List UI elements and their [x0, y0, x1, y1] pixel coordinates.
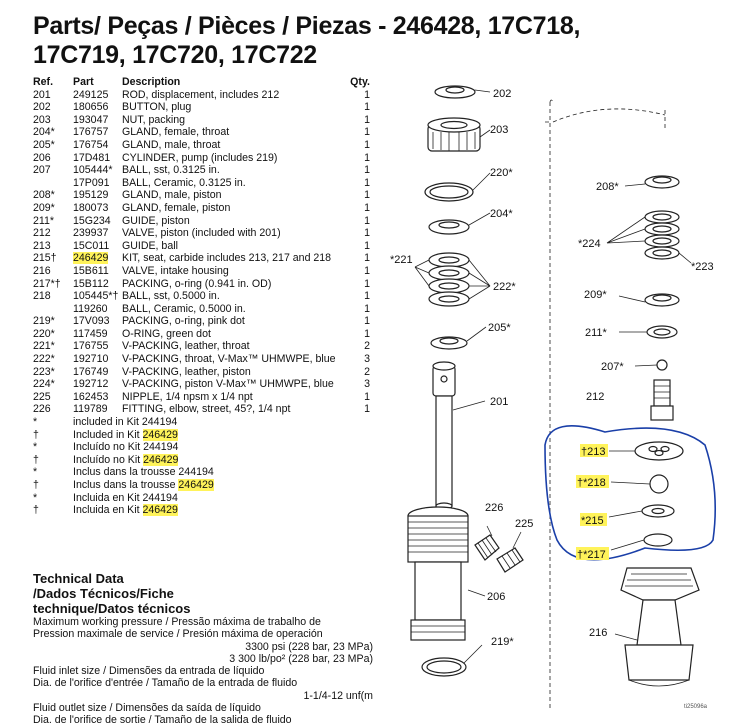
- note-label: Included in Kit: [73, 428, 143, 441]
- note-label: Incluído no Kit 244194: [73, 441, 179, 454]
- row-ref: 225: [33, 390, 51, 403]
- row-description: KIT, seat, carbide includes 213, 217 and 218: [122, 252, 332, 265]
- row-qty: 2: [364, 365, 370, 378]
- header-description: Description: [122, 76, 181, 88]
- label-207: 207*: [601, 361, 624, 373]
- part-201-rod: [433, 362, 455, 509]
- table-row: [33, 303, 373, 316]
- row-ref: [33, 177, 73, 190]
- row-ref: [33, 303, 73, 316]
- row-qty: 1: [364, 264, 370, 277]
- tech-heading-2: /Dados Técnicos/Fiche: [33, 586, 174, 601]
- parts-table: [33, 76, 373, 517]
- table-row: [33, 215, 373, 228]
- row-qty: 1: [364, 302, 370, 315]
- row-ref: 201: [33, 88, 51, 101]
- note-symbol: †: [33, 428, 39, 441]
- part-211-guide: [647, 326, 677, 338]
- table-header: [33, 76, 373, 89]
- row-qty: 1: [364, 390, 370, 403]
- kit-note: [33, 416, 373, 429]
- row-qty: 1: [364, 176, 370, 189]
- row-qty: 1: [364, 201, 370, 214]
- part-225-nipple: [497, 548, 523, 572]
- kit-note: [33, 454, 373, 467]
- part-218-ball: [650, 475, 668, 493]
- row-qty: 1: [364, 138, 370, 151]
- leader-219: [464, 645, 482, 663]
- label-225: 225: [515, 518, 534, 530]
- row-part: 176749: [73, 365, 109, 378]
- highlighted-kit-number: 246429: [178, 479, 214, 491]
- row-description: BALL, sst, 0.5000 in.: [122, 290, 220, 303]
- row-ref: 203: [33, 113, 51, 126]
- note-text: [73, 466, 214, 479]
- technical-data: [33, 571, 373, 727]
- part-209-gland: [645, 294, 679, 306]
- part-224-223-piston-packing: [645, 211, 679, 259]
- table-row: [33, 101, 373, 114]
- row-part: 119260: [73, 302, 108, 315]
- row-part: 176755: [73, 340, 109, 353]
- tech-line: Dia. de l'orifice de sortie / Tamaño de la salida de fluido: [33, 714, 292, 727]
- row-ref: 218: [33, 290, 51, 303]
- label-224: *224: [578, 238, 601, 250]
- label-220: 220*: [490, 167, 513, 179]
- table-row: [33, 391, 373, 404]
- label-208: 208*: [596, 181, 619, 193]
- leader-224: [607, 217, 645, 243]
- left-column-outline: [550, 100, 553, 710]
- leader-216: [615, 634, 637, 640]
- note-text: [73, 429, 178, 442]
- note-symbol: †: [33, 504, 39, 517]
- tech-value: 3 300 lb/po² (228 bar, 23 MPa): [229, 652, 373, 665]
- label-215: *215: [581, 515, 604, 527]
- figure-ref: ti25096a: [684, 704, 708, 710]
- tech-line: Fluid outlet size / Dimensões da saída de líquido: [33, 702, 261, 715]
- row-description: ROD, displacement, includes 212: [122, 88, 280, 101]
- row-description: GLAND, female, throat: [122, 126, 230, 139]
- row-ref: 211*: [33, 214, 55, 227]
- note-text: [73, 416, 177, 429]
- leader-201: [453, 401, 485, 410]
- leader-203: [480, 130, 490, 137]
- header-part: Part: [73, 76, 94, 88]
- row-description: NIPPLE, 1/4 npsm x 1/4 npt: [122, 390, 253, 403]
- row-part: 105444*: [73, 164, 113, 177]
- row-part: 15B112: [73, 277, 109, 290]
- row-description: NUT, packing: [122, 113, 185, 126]
- label-201: 201: [490, 396, 509, 408]
- part-212-valve: [651, 380, 673, 420]
- label-209: 209*: [584, 289, 607, 301]
- part-206-cylinder: [408, 507, 468, 640]
- row-part: 192710: [73, 353, 109, 366]
- row-part: 239937: [73, 227, 109, 240]
- row-description: V-PACKING, throat, V-Max™ UHMWPE, blue: [122, 353, 336, 366]
- table-row: [33, 152, 373, 165]
- row-part: 15C011: [73, 239, 110, 252]
- row-description: FITTING, elbow, street, 45?, 1/4 npt: [122, 403, 291, 416]
- note-label: Inclus dans la trousse: [73, 479, 179, 491]
- kit-note: [33, 441, 373, 454]
- note-label: Incluído no Kit: [73, 453, 144, 466]
- kit-highlight-circle: [545, 426, 715, 560]
- row-part: 17V093: [73, 315, 110, 328]
- highlighted-kit-number: 246429: [142, 504, 178, 517]
- note-text: [73, 492, 178, 505]
- row-qty: 1: [364, 164, 370, 177]
- row-description: GLAND, female, piston: [122, 201, 231, 214]
- leader-217: [611, 540, 644, 550]
- row-description: BALL, sst, 0.3125 in.: [122, 164, 220, 177]
- row-part: 193047: [73, 113, 109, 126]
- row-description: V-PACKING, leather, throat: [122, 340, 250, 353]
- note-label: Incluida en Kit: [73, 504, 143, 517]
- note-label: included in Kit 244194: [73, 416, 178, 429]
- note-label: Inclus dans la trousse 244194: [73, 466, 214, 479]
- row-part: 15B611: [73, 264, 109, 277]
- row-ref: 222*: [33, 353, 55, 366]
- row-description: VALVE, piston (included with 201): [122, 227, 281, 240]
- part-215-seat: [642, 505, 674, 517]
- row-ref: 219*: [33, 315, 55, 328]
- leader-226: [487, 526, 492, 536]
- row-qty: 2: [364, 340, 370, 353]
- note-label: Incluida en Kit 244194: [73, 491, 178, 504]
- leader-225: [513, 532, 521, 548]
- row-description: BUTTON, plug: [122, 101, 192, 114]
- label-217: †*217: [577, 549, 606, 561]
- note-symbol: *: [33, 466, 38, 479]
- row-part: 180073: [73, 201, 109, 214]
- row-description: V-PACKING, leather, piston: [122, 365, 251, 378]
- exploded-parts-diagram: [375, 70, 732, 717]
- table-row: [33, 164, 373, 177]
- row-qty: 1: [364, 126, 370, 139]
- table-row: [33, 353, 373, 366]
- row-qty: 1: [364, 151, 370, 164]
- row-ref: 226: [33, 403, 51, 416]
- table-row: [33, 252, 373, 265]
- row-ref: 213: [33, 239, 51, 252]
- part-221-222-throat-packing: [429, 253, 469, 306]
- row-qty: 1: [364, 88, 370, 101]
- label-206: 206: [487, 591, 506, 603]
- label-212: 212: [586, 391, 605, 403]
- tech-line: Pression maximale de service / Presión máxima de operación: [33, 628, 323, 641]
- row-description: PACKING, o-ring, pink dot: [122, 315, 245, 328]
- part-202-button: [435, 86, 475, 98]
- tech-heading-3: technique/Datos técnicos: [33, 601, 191, 616]
- row-ref: 208*: [33, 189, 55, 202]
- table-row: [33, 227, 373, 240]
- row-ref: 216: [33, 264, 51, 277]
- table-row: [33, 278, 373, 291]
- row-part: 249125: [73, 88, 109, 101]
- right-column-outline: [545, 110, 665, 130]
- part-208-gland: [645, 176, 679, 188]
- part-219-o-ring: [422, 658, 466, 676]
- label-203: 203: [490, 124, 509, 136]
- row-part: 119789: [73, 403, 108, 416]
- leader-207: [635, 365, 657, 366]
- row-ref: 202: [33, 101, 51, 114]
- row-qty: 1: [364, 277, 370, 290]
- table-row: [33, 240, 373, 253]
- table-row: [33, 340, 373, 353]
- label-218: †*218: [577, 477, 606, 489]
- label-216: 216: [589, 627, 608, 639]
- leader-215: [609, 511, 642, 517]
- row-ref: 204*: [33, 126, 55, 139]
- leader-209: [619, 296, 645, 302]
- kit-note: [33, 479, 373, 492]
- row-ref: 206: [33, 151, 51, 164]
- table-row: [33, 139, 373, 152]
- row-ref: 221*: [33, 340, 55, 353]
- row-ref: 209*: [33, 201, 55, 214]
- row-qty: 1: [364, 239, 370, 252]
- row-description: BALL, Ceramic, 0.3125 in.: [122, 176, 246, 189]
- kit-note: [33, 429, 373, 442]
- row-part: 17D481: [73, 151, 111, 164]
- kit-notes: [33, 416, 373, 517]
- tech-line: Maximum working pressure / Pressão máxima de trabalho de: [33, 616, 321, 628]
- kit-note: [33, 492, 373, 505]
- table-row: [33, 89, 373, 102]
- tech-value: 1-1/4-12 unf(m: [303, 689, 373, 702]
- row-part: 117459: [73, 327, 108, 340]
- row-part: 192712: [73, 378, 109, 391]
- row-description: O-RING, green dot: [122, 327, 211, 340]
- note-symbol: †: [33, 479, 39, 491]
- label-222: 222*: [493, 281, 516, 293]
- row-qty: 1: [364, 315, 370, 328]
- label-221: *221: [390, 254, 413, 266]
- note-symbol: *: [33, 441, 38, 454]
- leader-208: [625, 184, 645, 186]
- kit-note: [33, 504, 373, 517]
- row-qty: 1: [364, 189, 370, 202]
- row-description: CYLINDER, pump (includes 219): [122, 151, 278, 164]
- table-row: [33, 265, 373, 278]
- row-qty: 1: [364, 327, 370, 340]
- row-qty: 1: [364, 214, 370, 227]
- header-ref: Ref.: [33, 76, 54, 88]
- note-text: [73, 479, 214, 492]
- row-part: 105445*†: [73, 290, 119, 303]
- row-qty: 1: [364, 252, 370, 265]
- label-211: 211*: [585, 327, 607, 339]
- page-title: Parts/ Peças / Pièces / Piezas - 246428, 17C718, 17C719, 17C720, 17C722: [33, 12, 581, 69]
- table-row: [33, 177, 373, 190]
- row-ref: 207: [33, 164, 51, 177]
- label-223: *223: [691, 261, 714, 273]
- part-213-guide: [635, 442, 683, 460]
- leader-218: [611, 482, 650, 484]
- row-description: PACKING, o-ring (0.941 in. OD): [122, 277, 272, 290]
- leader-202: [475, 90, 490, 92]
- part-207-ball: [657, 360, 667, 370]
- leader-222: [469, 260, 490, 299]
- tech-heading-1: Technical Data: [33, 571, 124, 586]
- label-219: 219*: [491, 636, 514, 648]
- tech-value: 3300 psi (228 bar, 23 MPa): [245, 640, 373, 653]
- row-ref: 215†: [33, 252, 57, 265]
- leader-204: [469, 213, 490, 225]
- row-qty: 1: [364, 101, 370, 114]
- tech-line: Dia. de l'orifice d'entrée / Tamaño de la entrada de fluido: [33, 677, 298, 690]
- row-part: 162453: [73, 390, 109, 403]
- table-row: [33, 189, 373, 202]
- row-part: 180656: [73, 101, 109, 114]
- part-220-o-ring: [425, 183, 473, 201]
- row-ref: 224*: [33, 378, 55, 391]
- table-row: [33, 290, 373, 303]
- table-row: [33, 126, 373, 139]
- row-ref: 220*: [33, 327, 55, 340]
- row-part: 15G234: [73, 214, 111, 227]
- highlighted-part-number: 246429: [73, 252, 109, 265]
- part-203-nut: [428, 118, 480, 151]
- row-qty: 3: [364, 353, 370, 366]
- row-description: BALL, Ceramic, 0.5000 in.: [122, 302, 246, 315]
- label-202: 202: [493, 88, 512, 100]
- row-description: GLAND, male, piston: [122, 189, 222, 202]
- row-description: GUIDE, piston: [122, 214, 190, 227]
- row-part: 195129: [73, 189, 109, 202]
- kit-note: [33, 466, 373, 479]
- highlighted-kit-number: 246429: [142, 428, 178, 441]
- row-part: 176757: [73, 126, 109, 139]
- label-226: 226: [485, 502, 504, 514]
- note-symbol: †: [33, 453, 39, 466]
- note-symbol: *: [33, 416, 38, 429]
- part-226-elbow: [475, 535, 499, 560]
- note-text: [73, 454, 178, 467]
- label-205: 205*: [488, 322, 511, 334]
- note-symbol: *: [33, 491, 38, 504]
- row-part: 17P091: [73, 176, 110, 189]
- row-qty: 3: [364, 378, 370, 391]
- leader-220: [473, 173, 490, 190]
- part-205-gland: [431, 337, 467, 349]
- leader-205: [467, 327, 486, 341]
- table-row: [33, 202, 373, 215]
- table-row: [33, 315, 373, 328]
- row-ref: 217*†: [33, 277, 61, 290]
- part-217-o-ring: [644, 534, 672, 546]
- column-cap-outline: [553, 109, 665, 122]
- leader-223: [679, 253, 691, 263]
- row-qty: 1: [364, 290, 370, 303]
- highlighted-kit-number: 246429: [143, 453, 179, 466]
- row-description: GLAND, male, throat: [122, 138, 221, 151]
- table-body: [33, 89, 373, 416]
- part-216-intake-housing: [621, 568, 699, 686]
- row-ref: 223*: [33, 365, 55, 378]
- label-204: 204*: [490, 208, 513, 220]
- leader-221: [415, 260, 429, 286]
- row-ref: 205*: [33, 138, 55, 151]
- row-qty: 1: [364, 227, 370, 240]
- table-row: [33, 328, 373, 341]
- part-204-gland: [429, 220, 469, 234]
- row-description: GUIDE, ball: [122, 239, 178, 252]
- table-row: [33, 366, 373, 379]
- row-part: 176754: [73, 138, 109, 151]
- row-part: [73, 252, 122, 265]
- row-qty: 1: [364, 403, 370, 416]
- table-row: [33, 114, 373, 127]
- row-qty: 1: [364, 113, 370, 126]
- leader-206: [468, 590, 485, 596]
- table-row: [33, 403, 373, 416]
- note-text: [73, 504, 178, 517]
- row-ref: 212: [33, 227, 51, 240]
- row-description: VALVE, intake housing: [122, 264, 229, 277]
- note-text: [73, 441, 178, 454]
- row-description: V-PACKING, piston V-Max™ UHMWPE, blue: [122, 378, 334, 391]
- tech-line: Fluid inlet size / Dimensões da entrada de líquido: [33, 665, 265, 678]
- header-qty: Qty.: [350, 76, 370, 88]
- table-row: [33, 378, 373, 391]
- label-213: †213: [581, 446, 606, 458]
